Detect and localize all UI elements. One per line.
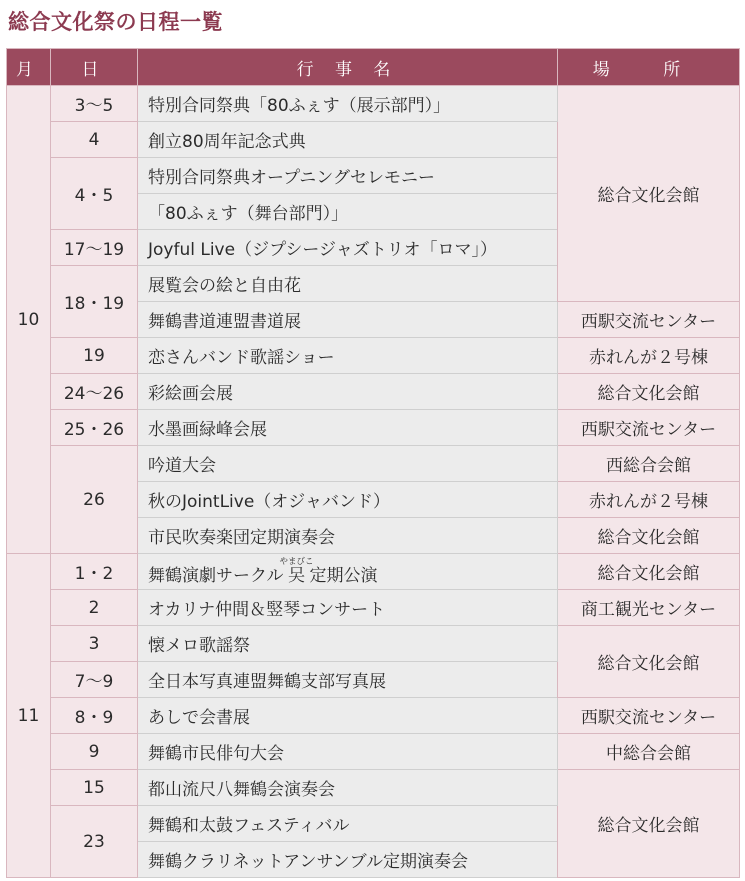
day-cell: 9 (51, 734, 138, 770)
day-cell: 3 (51, 626, 138, 662)
header-row (7, 49, 740, 86)
event-cell: Joyful Live（ジプシージャズトリオ「ロマ」） (138, 230, 558, 266)
event-cell: 水墨画緑峰会展 (138, 410, 558, 446)
place-cell: 西駅交流センター (558, 302, 740, 338)
event-cell: 舞鶴市民俳句大会 (138, 734, 558, 770)
schedule-table (6, 48, 740, 878)
header-day: 日 (51, 49, 138, 86)
event-cell: 舞鶴和太鼓フェスティバル (138, 806, 558, 842)
event-cell: 特別合同祭典「80ふぇす（展示部門）」 (138, 86, 558, 122)
day-cell: 26 (51, 446, 138, 554)
place-cell: 総合文化会館 (558, 86, 740, 302)
event-cell: 「80ふぇす（舞台部門）」 (138, 194, 558, 230)
ruby-base: 㕦 (279, 566, 314, 586)
event-cell: オカリナ仲間＆竪琴コンサート (138, 590, 558, 626)
table-row (7, 770, 740, 806)
table-row (7, 590, 740, 626)
event-cell: 都山流尺八舞鶴会演奏会 (138, 770, 558, 806)
table-row (7, 86, 740, 122)
event-text: 定期公演 (309, 566, 378, 586)
place-cell: 西駅交流センター (558, 698, 740, 734)
place-cell: 赤れんが２号棟 (558, 482, 740, 518)
day-cell: 19 (51, 338, 138, 374)
event-cell: 特別合同祭典オープニングセレモニー (138, 158, 558, 194)
place-cell: 中総合会館 (558, 734, 740, 770)
ruby-reading: やまびこ (279, 557, 314, 567)
header-event: 行 事 名 (138, 49, 558, 86)
day-cell: 23 (51, 806, 138, 878)
month-cell: 11 (7, 554, 51, 878)
day-cell: 1・2 (51, 554, 138, 590)
table-row (7, 410, 740, 446)
place-cell: 西総合会館 (558, 446, 740, 482)
header-place: 場 所 (558, 49, 740, 86)
table-row (7, 374, 740, 410)
event-cell: 秋のJointLive（オジャバンド） (138, 482, 558, 518)
table-row (7, 698, 740, 734)
ruby-word (279, 557, 314, 586)
event-cell: 舞鶴クラリネットアンサンブル定期演奏会 (138, 842, 558, 878)
table-row (7, 446, 740, 482)
day-cell: 7～9 (51, 662, 138, 698)
header-month: 月 (7, 49, 51, 86)
day-cell: 25・26 (51, 410, 138, 446)
event-cell: 全日本写真連盟舞鶴支部写真展 (138, 662, 558, 698)
table-row (7, 554, 740, 590)
table-row (7, 338, 740, 374)
table-row (7, 734, 740, 770)
event-cell: 舞鶴書道連盟書道展 (138, 302, 558, 338)
event-cell: 吟道大会 (138, 446, 558, 482)
event-cell: 懐メロ歌謡祭 (138, 626, 558, 662)
day-cell: 24～26 (51, 374, 138, 410)
event-cell: 彩絵画会展 (138, 374, 558, 410)
event-cell: あしで会書展 (138, 698, 558, 734)
place-cell: 総合文化会館 (558, 374, 740, 410)
event-cell (138, 554, 558, 590)
place-cell: 総合文化会館 (558, 626, 740, 698)
place-cell: 西駅交流センター (558, 410, 740, 446)
event-cell: 創立80周年記念式典 (138, 122, 558, 158)
place-cell: 総合文化会館 (558, 770, 740, 878)
day-cell: 2 (51, 590, 138, 626)
place-cell: 商工観光センター (558, 590, 740, 626)
day-cell: 3～5 (51, 86, 138, 122)
day-cell: 4・5 (51, 158, 138, 230)
month-cell: 10 (7, 86, 51, 554)
place-cell: 総合文化会館 (558, 518, 740, 554)
place-cell: 赤れんが２号棟 (558, 338, 740, 374)
day-cell: 17～19 (51, 230, 138, 266)
event-cell: 恋さんバンド歌謡ショー (138, 338, 558, 374)
page-title: 総合文化祭の日程一覧 (8, 10, 223, 34)
day-cell: 15 (51, 770, 138, 806)
event-cell: 市民吹奏楽団定期演奏会 (138, 518, 558, 554)
table-row (7, 626, 740, 662)
place-cell: 総合文化会館 (558, 554, 740, 590)
event-cell: 展覧会の絵と自由花 (138, 266, 558, 302)
day-cell: 8・9 (51, 698, 138, 734)
day-cell: 4 (51, 122, 138, 158)
day-cell: 18・19 (51, 266, 138, 338)
event-text: 舞鶴演劇サークル (148, 566, 284, 586)
